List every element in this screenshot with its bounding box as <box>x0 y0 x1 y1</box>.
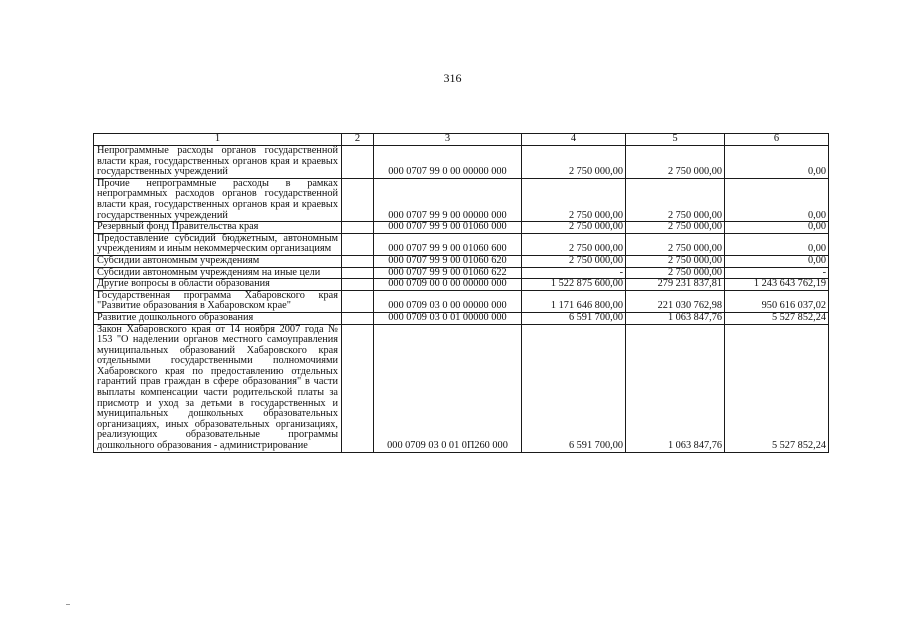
row-code-cell: 000 0709 03 0 01 0П260 000 <box>374 324 522 452</box>
row-value-col6: 0,00 <box>725 178 829 221</box>
table-row <box>94 233 829 255</box>
header-cell-2: 2 <box>342 134 374 146</box>
row-name-cell: Закон Хабаровского края от 14 ноября 2007 года № 153 "О наделении органов местного самоуправления муниципальных образований Хабаровского края отдельными государственными полномочиями Хабаровского края по предоставлению отдельных гарантий прав граждан в сфере образования" в части выплаты компенсации части родительской платы за присмотр и уход за детьми в государственных и муниципальных дошкольных образовательных организациях, иных образовательных организациях, реализующих образовательные программы дошкольного образования - администрирование <box>94 324 342 452</box>
row-value-col6: - <box>725 267 829 279</box>
row-value-col4: 6 591 700,00 <box>522 324 626 452</box>
budget-table <box>93 133 829 453</box>
row-code-cell: 000 0707 99 9 00 01060 000 <box>374 222 522 234</box>
row-col2-cell <box>342 312 374 324</box>
row-code-cell: 000 0707 99 9 00 01060 620 <box>374 255 522 267</box>
row-code-cell: 000 0707 99 9 00 01060 622 <box>374 267 522 279</box>
row-value-col6: 5 527 852,24 <box>725 312 829 324</box>
table-row <box>94 290 829 312</box>
row-value-col6: 5 527 852,24 <box>725 324 829 452</box>
row-code-cell: 000 0709 03 0 00 00000 000 <box>374 290 522 312</box>
table-row <box>94 255 829 267</box>
row-col2-cell <box>342 233 374 255</box>
table-row <box>94 178 829 221</box>
row-col2-cell <box>342 255 374 267</box>
row-value-col5: 2 750 000,00 <box>626 178 725 221</box>
row-col2-cell <box>342 267 374 279</box>
row-value-col4: 6 591 700,00 <box>522 312 626 324</box>
row-name-cell: Резервный фонд Правительства края <box>94 222 342 234</box>
row-value-col4: 2 750 000,00 <box>522 178 626 221</box>
page-number: 316 <box>443 71 462 85</box>
row-value-col5: 2 750 000,00 <box>626 233 725 255</box>
margin-mark <box>66 604 70 605</box>
budget-table-body <box>94 134 829 453</box>
row-value-col5: 2 750 000,00 <box>626 255 725 267</box>
header-cell-5: 5 <box>626 134 725 146</box>
row-value-col5: 2 750 000,00 <box>626 222 725 234</box>
row-value-col4: 2 750 000,00 <box>522 146 626 179</box>
row-value-col5: 1 063 847,76 <box>626 324 725 452</box>
row-col2-cell <box>342 178 374 221</box>
row-col2-cell <box>342 290 374 312</box>
row-value-col4: 2 750 000,00 <box>522 222 626 234</box>
row-value-col5: 2 750 000,00 <box>626 146 725 179</box>
table-row <box>94 267 829 279</box>
row-name-cell: Развитие дошкольного образования <box>94 312 342 324</box>
row-col2-cell <box>342 146 374 179</box>
row-value-col6: 950 616 037,02 <box>725 290 829 312</box>
row-name-cell: Другие вопросы в области образования <box>94 279 342 291</box>
row-value-col4: 2 750 000,00 <box>522 255 626 267</box>
header-cell-3: 3 <box>374 134 522 146</box>
row-value-col4: 1 171 646 800,00 <box>522 290 626 312</box>
row-value-col6: 1 243 643 762,19 <box>725 279 829 291</box>
row-value-col6: 0,00 <box>725 222 829 234</box>
row-value-col5: 2 750 000,00 <box>626 267 725 279</box>
row-code-cell: 000 0707 99 0 00 00000 000 <box>374 146 522 179</box>
row-value-col5: 279 231 837,81 <box>626 279 725 291</box>
row-name-cell: Непрограммные расходы органов государственной власти края, государственных органов края и краевых государственных учреждений <box>94 146 342 179</box>
row-col2-cell <box>342 324 374 452</box>
row-name-cell: Предоставление субсидий бюджетным, автономным учреждениям и иным некоммерческим организациям <box>94 233 342 255</box>
row-name-cell: Прочие непрограммные расходы в рамках непрограммных расходов органов государственной власти края, государственных органов края и краевых государственных учреждений <box>94 178 342 221</box>
row-value-col4: 2 750 000,00 <box>522 233 626 255</box>
table-row <box>94 222 829 234</box>
row-name-cell: Субсидии автономным учреждениям <box>94 255 342 267</box>
row-code-cell: 000 0707 99 9 00 00000 000 <box>374 178 522 221</box>
row-code-cell: 000 0707 99 9 00 01060 600 <box>374 233 522 255</box>
table-row <box>94 279 829 291</box>
row-value-col5: 1 063 847,76 <box>626 312 725 324</box>
row-value-col4: - <box>522 267 626 279</box>
row-value-col6: 0,00 <box>725 233 829 255</box>
table-row <box>94 324 829 452</box>
row-name-cell: Государственная программа Хабаровского края "Развитие образования в Хабаровском крае" <box>94 290 342 312</box>
table-row <box>94 312 829 324</box>
row-value-col6: 0,00 <box>725 146 829 179</box>
header-cell-4: 4 <box>522 134 626 146</box>
row-col2-cell <box>342 222 374 234</box>
header-cell-6: 6 <box>725 134 829 146</box>
row-code-cell: 000 0709 00 0 00 00000 000 <box>374 279 522 291</box>
row-value-col5: 221 030 762,98 <box>626 290 725 312</box>
row-value-col4: 1 522 875 600,00 <box>522 279 626 291</box>
row-code-cell: 000 0709 03 0 01 00000 000 <box>374 312 522 324</box>
table-row <box>94 146 829 179</box>
header-row <box>94 134 829 146</box>
header-cell-1: 1 <box>94 134 342 146</box>
row-col2-cell <box>342 279 374 291</box>
row-name-cell: Субсидии автономным учреждениям на иные цели <box>94 267 342 279</box>
row-value-col6: 0,00 <box>725 255 829 267</box>
